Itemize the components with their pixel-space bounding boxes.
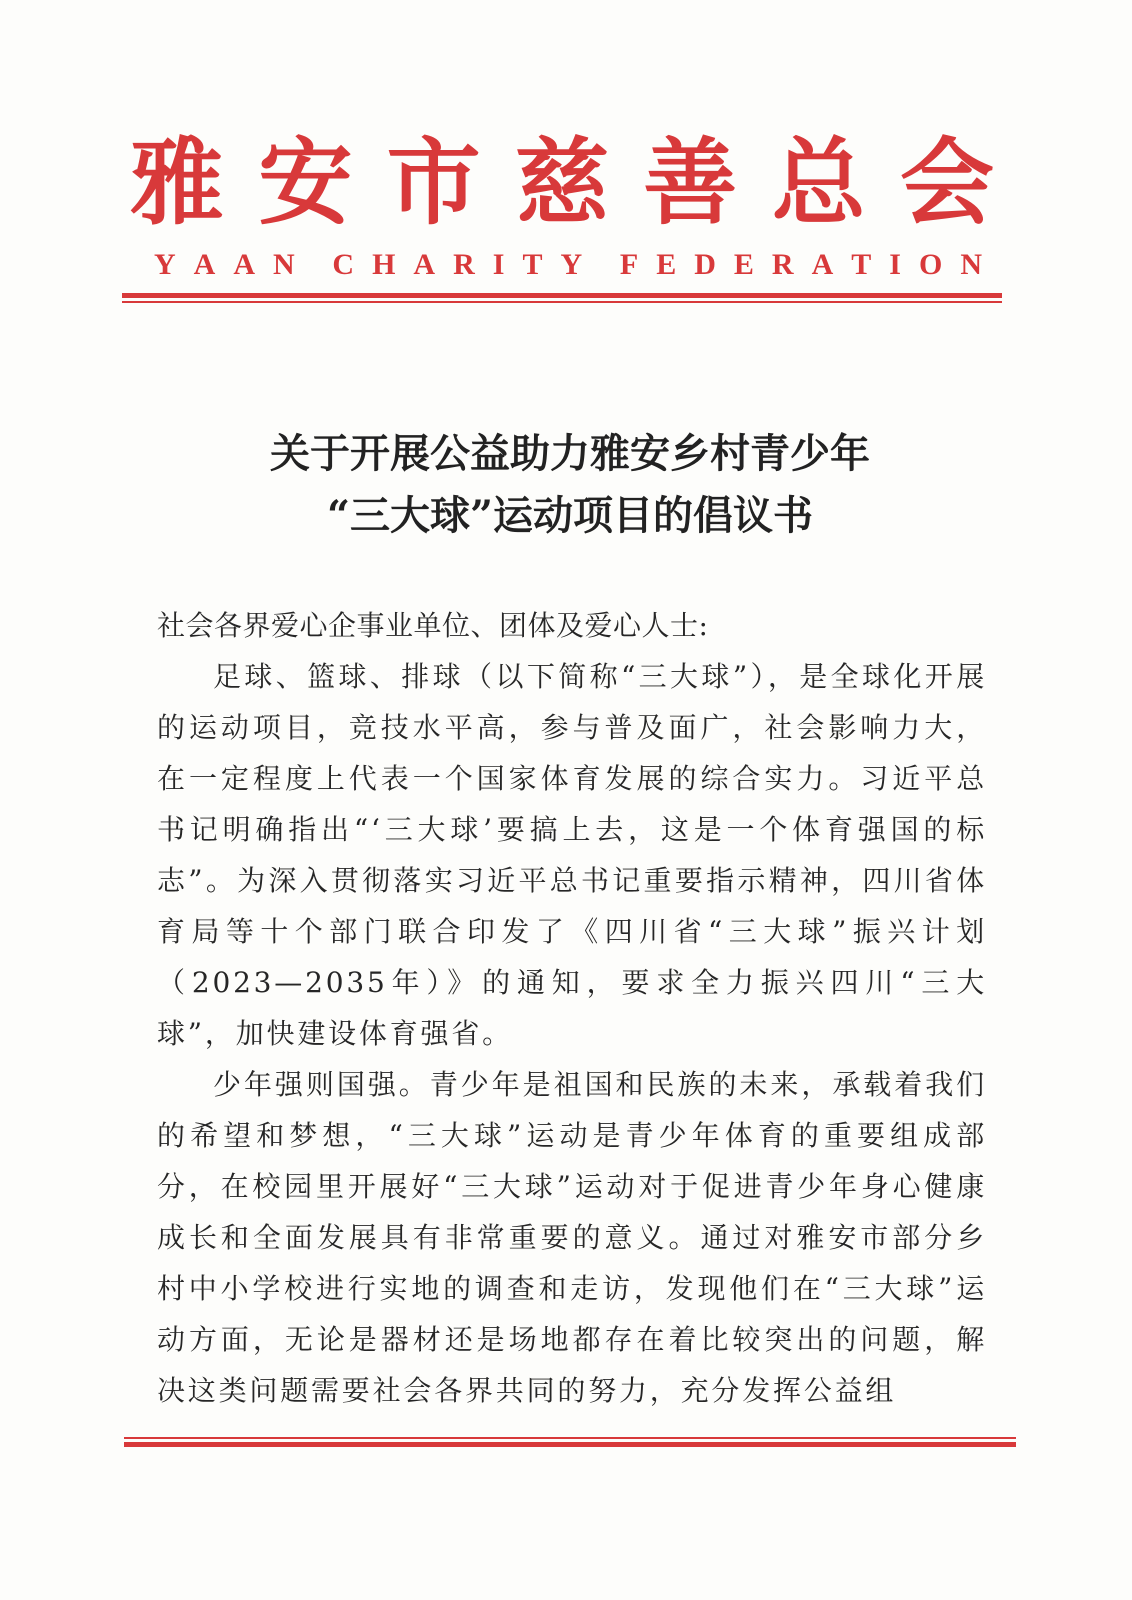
letterhead-chinese-name xyxy=(122,128,1002,238)
letterhead-english-word: Y A A N xyxy=(154,248,297,281)
letterhead-divider-thick xyxy=(122,293,1002,298)
letterhead-char: 雅 xyxy=(129,128,224,238)
letterhead-english-word: F E D E R A T I O N xyxy=(619,248,984,281)
salutation: 社会各界爱心企事业单位、团体及爱心人士: xyxy=(157,609,709,642)
document-body xyxy=(157,600,987,1416)
letterhead-char: 慈 xyxy=(514,128,609,238)
letterhead-english-word: C H A R I T Y xyxy=(332,248,585,281)
letterhead-char: 善 xyxy=(643,128,738,238)
letterhead-char: 市 xyxy=(386,128,481,238)
letterhead-char: 安 xyxy=(258,128,353,238)
letterhead-divider-thin xyxy=(122,301,1002,303)
body-paragraph: 足球、篮球、排球（以下简称“三大球”），是全球化开展的运动项目，竞技水平高，参与普及面广，社会影响力大，在一定程度上代表一个国家体育发展的综合实力。习近平总书记明确指出“‘三大球’要搞上去，这是一个体育强国的标志”。为深入贯彻落实习近平总书记重要指示精神，四川省体育局等十个部门联合印发了《四川省“三大球”振兴计划（2023—2035年）》的通知，要求全力振兴四川“三大球”，加快建设体育强省。 xyxy=(157,660,987,1050)
letterhead-char: 总 xyxy=(771,128,866,238)
footer-divider-thin xyxy=(124,1437,1016,1439)
document-title-line-2: “三大球”运动项目的倡议书 xyxy=(326,492,813,539)
letterhead-english-name xyxy=(154,248,984,282)
document-title-line-1: 关于开展公益助力雅安乡村青少年 xyxy=(270,430,870,477)
body-paragraph: 少年强则国强。青少年是祖国和民族的未来，承载着我们的希望和梦想，“三大球”运动是青少年体育的重要组成部分，在校园里开展好“三大球”运动对于促进青少年身心健康成长和全面发展具有非常重要的意义。通过对雅安市部分乡村中小学校进行实地的调查和走访，发现他们在“三大球”运动方面，无论是器材还是场地都存在着比较突出的问题，解决这类问题需要社会各界共同的努力，充分发挥公益组 xyxy=(157,1068,987,1407)
letterhead-char: 会 xyxy=(899,128,994,238)
footer-divider-thick xyxy=(124,1442,1016,1447)
